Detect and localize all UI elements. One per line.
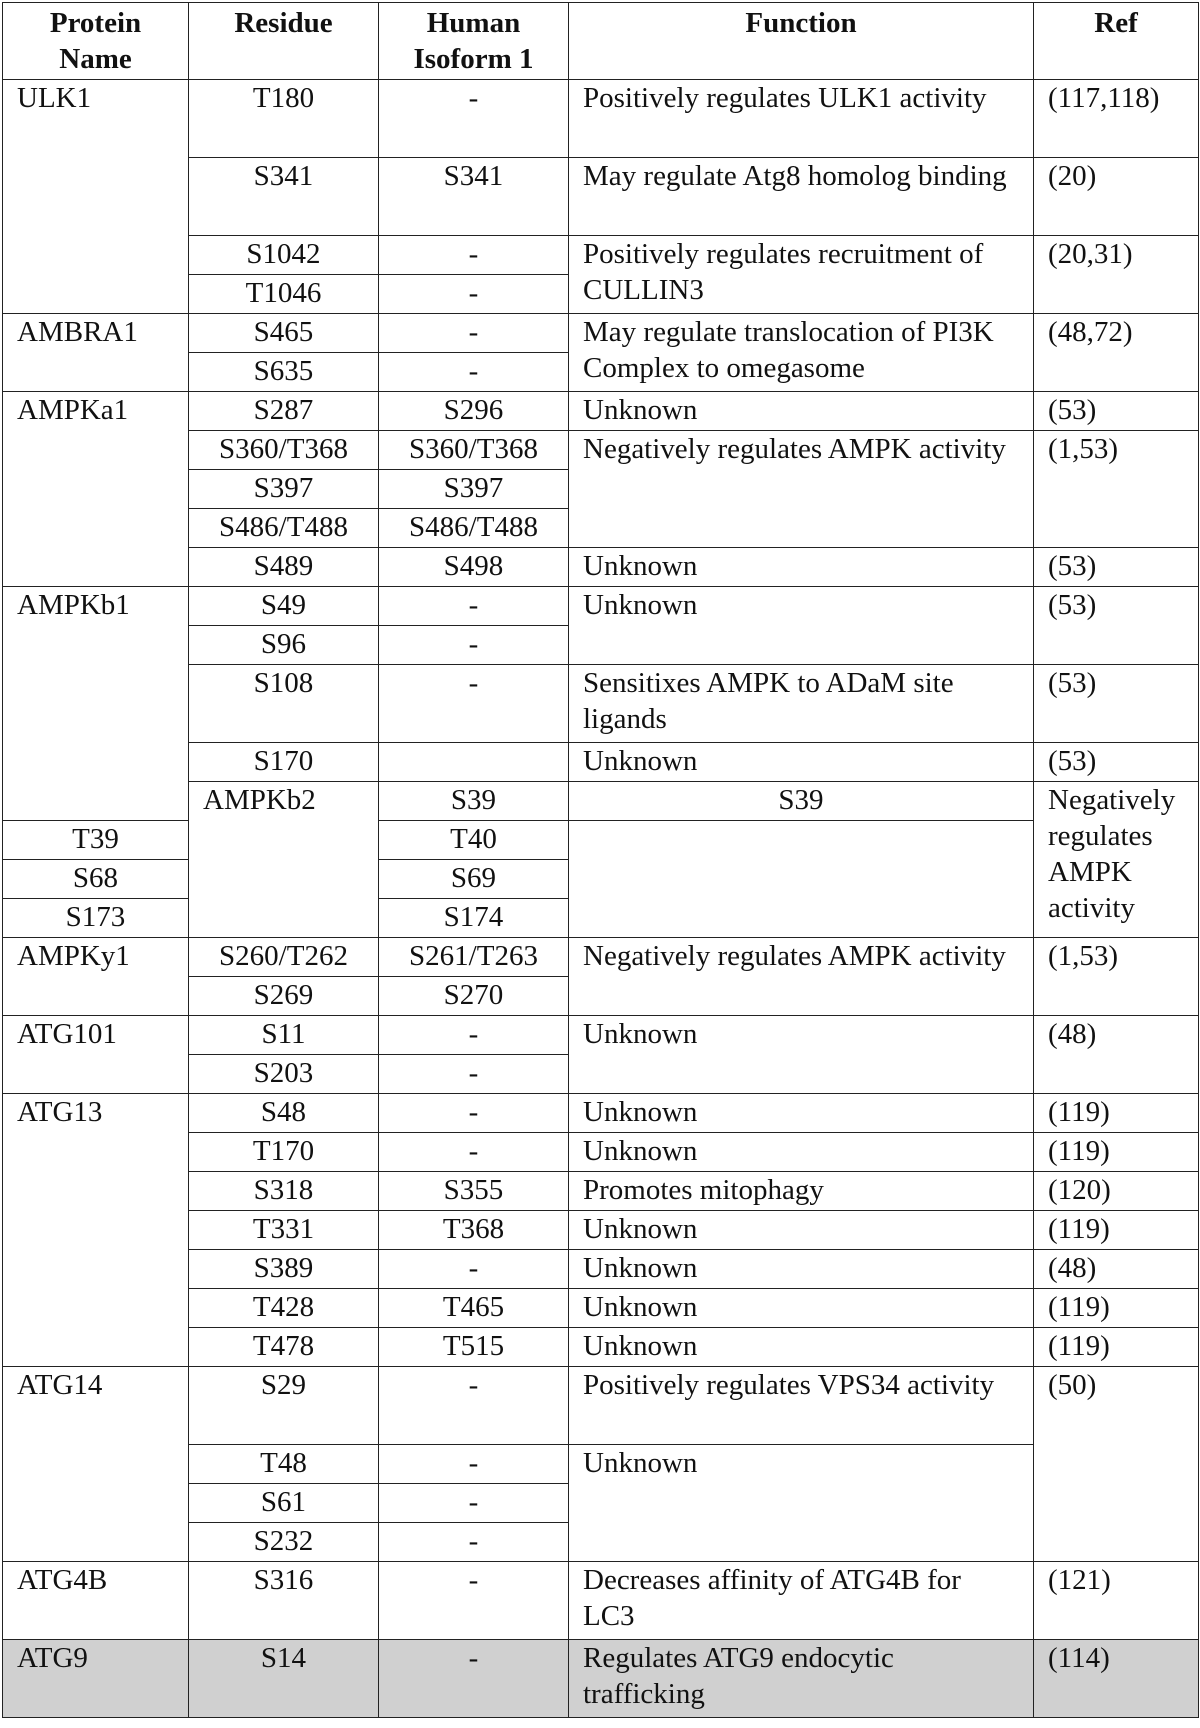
ref-cell: (20,31) [1034,236,1199,314]
isoform-cell: - [379,587,569,626]
function-cell: Unknown [569,1211,1034,1250]
function-cell: Negatively regulates AMPK activity [569,938,1034,1016]
isoform-cell: S270 [379,977,569,1016]
table-row [3,821,1199,860]
isoform-cell: T465 [379,1289,569,1328]
isoform-cell: S341 [379,158,569,236]
ref-cell: (121) [1034,1562,1199,1640]
residue-cell: T39 [3,821,189,860]
function-cell: Unknown [569,587,1034,665]
table-row [3,314,1199,353]
isoform-cell: - [379,626,569,665]
residue-cell: S170 [189,743,379,782]
residue-cell: S318 [189,1172,379,1211]
isoform-cell: - [379,353,569,392]
function-cell: Positively regulates VPS34 activity [569,1367,1034,1445]
table-row-highlighted [3,1640,1199,1718]
residue-cell: T478 [189,1328,379,1367]
isoform-cell: - [379,1250,569,1289]
isoform-cell: - [379,1016,569,1055]
residue-cell: T170 [189,1133,379,1172]
isoform-cell: S296 [379,392,569,431]
residue-cell: T1046 [189,275,379,314]
isoform-cell: T368 [379,1211,569,1250]
residue-cell: S68 [3,860,189,899]
function-cell: Unknown [569,1016,1034,1094]
residue-cell: S269 [189,977,379,1016]
function-cell: Unknown [569,548,1034,587]
ref-cell: (119) [1034,1094,1199,1133]
residue-cell: S232 [189,1523,379,1562]
isoform-cell: S261/T263 [379,938,569,977]
header-row [3,3,1199,80]
protein-name-cell: AMPKb2 [189,782,379,938]
ref-cell: (114) [1034,1640,1199,1718]
residue-cell: S260/T262 [189,938,379,977]
protein-name-cell: AMBRA1 [3,314,189,392]
function-cell: Unknown [569,392,1034,431]
ref-cell: (117,118) [1034,80,1199,158]
function-cell: Unknown [569,1094,1034,1133]
ref-cell: (53) [1034,743,1199,782]
ref-cell: (119) [1034,1133,1199,1172]
residue-cell: S465 [189,314,379,353]
residue-cell: S48 [189,1094,379,1133]
function-cell: Decreases affinity of ATG4B for LC3 [569,1562,1034,1640]
residue-cell: S173 [3,899,189,938]
isoform-cell: - [379,314,569,353]
isoform-cell: - [379,665,569,743]
isoform-cell: - [379,80,569,158]
residue-cell: S635 [189,353,379,392]
isoform-cell: S498 [379,548,569,587]
residue-cell: S397 [189,470,379,509]
isoform-cell: S397 [379,470,569,509]
ref-cell: (119) [1034,1211,1199,1250]
ref-cell: (48) [1034,1250,1199,1289]
function-cell: Unknown [569,1445,1034,1562]
table-row [3,860,1199,899]
function-cell: Positively regulates ULK1 activity [569,80,1034,158]
ref-cell: (53) [1034,392,1199,431]
residue-cell: S389 [189,1250,379,1289]
ref-cell: (20) [1034,158,1199,236]
isoform-cell: S360/T368 [379,431,569,470]
function-cell: May regulate Atg8 homolog binding [569,158,1034,236]
function-cell: Unknown [569,743,1034,782]
table-row [3,1016,1199,1055]
residue-cell: T331 [189,1211,379,1250]
ref-cell: (53) [1034,548,1199,587]
residue-cell: T180 [189,80,379,158]
ref-cell: (53) [1034,665,1199,743]
isoform-cell: - [379,1094,569,1133]
table-row [3,899,1199,938]
isoform-cell: - [379,1133,569,1172]
residue-cell: S61 [189,1484,379,1523]
table-row [3,392,1199,431]
function-cell: Unknown [569,1250,1034,1289]
function-cell: Negatively regulates AMPK activity [1034,782,1199,938]
function-cell: Unknown [569,1289,1034,1328]
isoform-cell: - [379,1523,569,1562]
table-row [3,1562,1199,1640]
residue-cell: S287 [189,392,379,431]
table-row [3,1094,1199,1133]
isoform-cell: S39 [569,782,1034,821]
function-cell: Promotes mitophagy [569,1172,1034,1211]
table-row [3,587,1199,626]
isoform-cell: - [379,1367,569,1445]
isoform-cell: - [379,236,569,275]
isoform-cell: S69 [379,860,569,899]
function-cell: Positively regulates recruitment of CULLIN3 [569,236,1034,314]
function-cell: Unknown [569,1328,1034,1367]
ref-cell: (1,53) [1034,938,1199,1016]
header-ref: Ref [1034,3,1199,80]
isoform-cell: S174 [379,899,569,938]
isoform-cell: - [379,275,569,314]
residue-cell: S316 [189,1562,379,1640]
ref-cell: (119) [1034,1328,1199,1367]
residue-cell: T48 [189,1445,379,1484]
residue-cell: S203 [189,1055,379,1094]
protein-name-cell: ATG101 [3,1016,189,1094]
protein-name-cell: AMPKb1 [3,587,189,821]
protein-name-cell: ATG14 [3,1367,189,1562]
ref-cell: (120) [1034,1172,1199,1211]
function-cell: May regulate translocation of PI3K Complex to omegasome [569,314,1034,392]
table-row [3,938,1199,977]
residue-cell: S1042 [189,236,379,275]
function-cell: Negatively regulates AMPK activity [569,431,1034,548]
protein-name-cell: AMPKy1 [3,938,189,1016]
header-function: Function [569,3,1034,80]
ref-cell: (48,72) [1034,314,1199,392]
isoform-cell: - [379,1484,569,1523]
residue-cell: S360/T368 [189,431,379,470]
phosphorylation-table [2,2,1199,1718]
residue-cell: S14 [189,1640,379,1718]
protein-name-cell: ATG13 [3,1094,189,1367]
isoform-cell: - [379,1055,569,1094]
function-cell: Unknown [569,1133,1034,1172]
protein-name-cell: AMPKa1 [3,392,189,587]
isoform-cell: - [379,1640,569,1718]
isoform-cell: T40 [379,821,569,860]
header-human-isoform: Human Isoform 1 [379,3,569,80]
isoform-cell: - [379,1562,569,1640]
table-row [3,1367,1199,1445]
residue-cell: S341 [189,158,379,236]
ref-cell: (1,53) [1034,431,1199,548]
protein-name-cell: ATG4B [3,1562,189,1640]
residue-cell: S29 [189,1367,379,1445]
residue-cell: T428 [189,1289,379,1328]
table-row [3,80,1199,158]
isoform-cell: S486/T488 [379,509,569,548]
ref-cell: (50) [1034,1367,1199,1562]
residue-cell: S486/T488 [189,509,379,548]
protein-name-cell: ATG9 [3,1640,189,1718]
residue-cell: S11 [189,1016,379,1055]
residue-cell: S489 [189,548,379,587]
residue-cell: S96 [189,626,379,665]
header-protein-name: Protein Name [3,3,189,80]
residue-cell: S108 [189,665,379,743]
function-cell: Sensitixes AMPK to ADaM site ligands [569,665,1034,743]
protein-name-cell: ULK1 [3,80,189,314]
residue-cell: S39 [379,782,569,821]
residue-cell: S49 [189,587,379,626]
isoform-cell: S355 [379,1172,569,1211]
ref-cell: (119) [1034,1289,1199,1328]
ref-cell: (53) [1034,587,1199,665]
isoform-cell: T515 [379,1328,569,1367]
isoform-cell [379,743,569,782]
isoform-cell: - [379,1445,569,1484]
function-cell: Regulates ATG9 endocytic trafficking [569,1640,1034,1718]
header-residue: Residue [189,3,379,80]
ref-cell: (48) [1034,1016,1199,1094]
